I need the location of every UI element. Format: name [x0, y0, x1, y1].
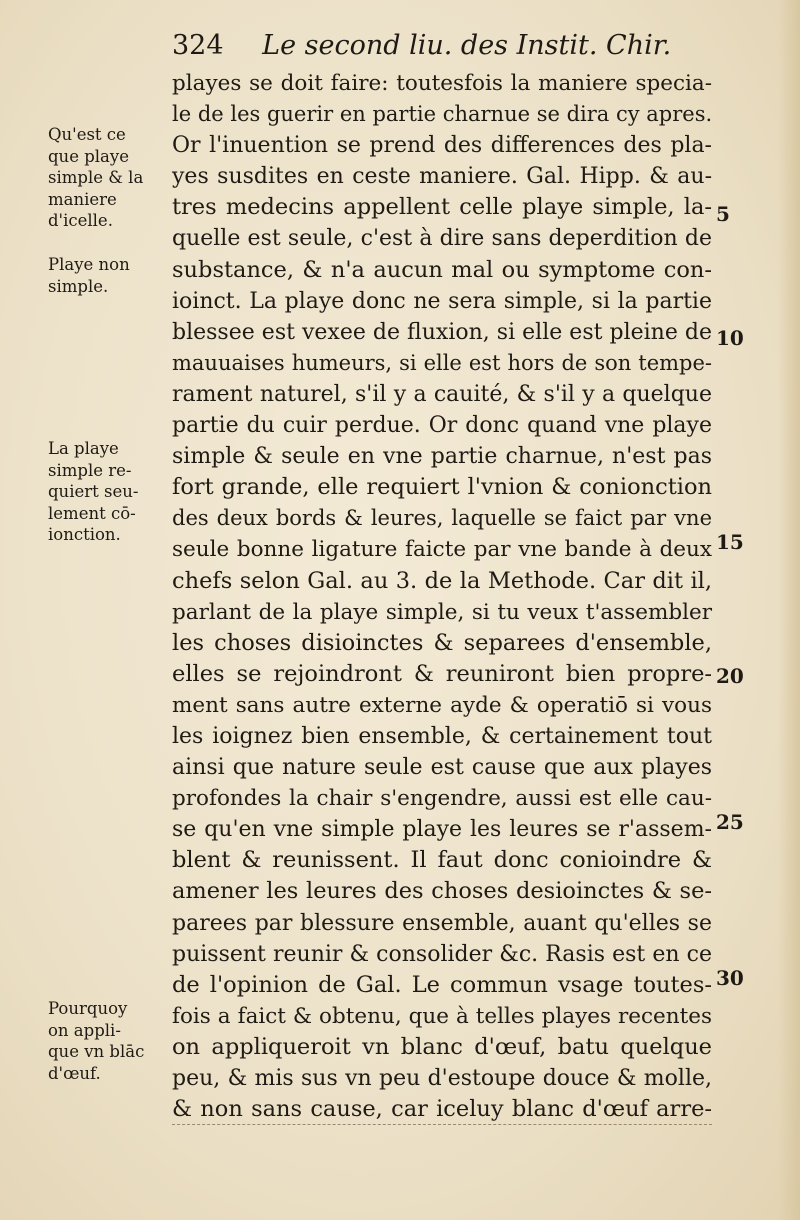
margin-note-line: que vn blāc [48, 1042, 145, 1061]
line-number: 20 [716, 664, 744, 688]
margin-note-union [48, 438, 166, 546]
line-number: 25 [716, 810, 744, 834]
text-line: parees par blessure ensemble, auant qu'elles se [172, 910, 712, 936]
margin-note-line: simple re- [48, 460, 132, 480]
page-edge-shadow [778, 0, 800, 1220]
text-line: les choses disioinctes & separees d'ensemble, [172, 629, 712, 656]
text-line: ment sans autre externe ayde & operatiō si vous [172, 692, 712, 718]
text-line: rament naturel, s'il y a cauité, & s'il y a quelque [172, 381, 712, 407]
text-line: tres medecins appellent celle playe simple, la- [172, 194, 712, 221]
margin-note-line: Pourquoy [48, 999, 128, 1018]
margin-note-line: Playe non [48, 255, 130, 274]
margin-note-egg-white [48, 998, 166, 1084]
margin-note-line: Qu'est ce [48, 125, 126, 144]
margin-note-line: simple & la [48, 168, 144, 187]
line-number: 30 [716, 966, 744, 990]
margin-note-line: on appli- [48, 1020, 121, 1040]
text-line: puissent reunir & consolider &c. Rasis est en ce [172, 941, 712, 967]
text-line: les ioignez bien ensemble, & certainement tout [172, 723, 712, 749]
text-line: blessee est vexee de fluxion, si elle est pleine de [172, 319, 712, 345]
text-line: amener les leures des choses desioinctes & se- [172, 878, 712, 905]
margin-note-simple-wound [48, 124, 166, 232]
text-line: fort grande, elle requiert l'vnion & conionction [172, 474, 712, 501]
text-line: chefs selon Gal. au 3. de la Methode. Car dit il, [172, 567, 712, 594]
body-text [172, 68, 712, 1125]
margin-note-line: simple. [48, 276, 109, 296]
margin-note-line: La playe [48, 439, 119, 458]
text-line: mauuaises humeurs, si elle est hors de son tempe- [172, 350, 712, 375]
text-line: ioinct. La playe donc ne sera simple, si la partie [172, 288, 712, 314]
margin-note-line: d'icelle. [48, 211, 113, 230]
text-line: on appliqueroit vn blanc d'œuf, batu quelque [172, 1033, 712, 1060]
line-number: 10 [716, 326, 744, 350]
margin-note-line: d'œuf. [48, 1063, 101, 1083]
line-number: 15 [716, 530, 744, 554]
text-line: quelle est seule, c'est à dire sans deperdition de [172, 226, 712, 252]
page-number: 324 [172, 30, 224, 61]
text-line: elles se rejoindront & reuniront bien propre- [172, 660, 712, 687]
text-line: seule bonne ligature faicte par vne bande à deux [172, 537, 712, 563]
margin-note-line: ionction. [48, 525, 121, 544]
margin-note-non-simple-wound [48, 254, 166, 297]
margin-note-line: que playe [48, 146, 129, 166]
text-line: fois a faict & obtenu, que à telles playes recentes [172, 1003, 712, 1029]
text-line: des deux bords & leures, laquelle se faict par vne [172, 506, 712, 531]
text-line: de l'opinion de Gal. Le commun vsage toutes- [172, 971, 712, 998]
margin-note-line: lement cō- [48, 503, 136, 523]
margin-note-line: maniere [48, 189, 117, 209]
text-line: ainsi que nature seule est cause que aux playes [172, 755, 712, 781]
text-line: playes se doit faire: toutesfois la maniere specia- [172, 71, 712, 96]
text-line: le de les guerir en partie charnue se dira cy apres. [172, 102, 713, 127]
text-line: & non sans cause, car iceluy blanc d'œuf arre- [172, 1096, 712, 1123]
text-line: profondes la chair s'engendre, aussi est elle cau- [172, 786, 712, 812]
text-line: blent & reunissent. Il faut donc conioindre & [172, 847, 712, 874]
text-line: peu, & mis sus vn peu d'estoupe douce & molle, [172, 1066, 712, 1091]
page-header [172, 30, 672, 66]
text-line: partie du cuir perdue. Or donc quand vne playe [172, 413, 712, 439]
text-line: se qu'en vne simple playe les leures se r'assem- [172, 817, 712, 843]
text-line: parlant de la playe simple, si tu veux t'assembler [172, 599, 712, 625]
text-line: substance, & n'a aucun mal ou symptome con- [172, 256, 712, 283]
text-line: simple & seule en vne partie charnue, n'est pas [172, 444, 712, 470]
running-title: Le second liu. des Instit. Chir. [262, 30, 672, 61]
bottom-rule [172, 1124, 712, 1125]
text-line: Or l'inuention se prend des differences des pla- [172, 133, 712, 159]
line-number: 5 [716, 202, 730, 226]
margin-note-line: quiert seu- [48, 482, 139, 501]
text-line: yes susdites en ceste maniere. Gal. Hipp. & au- [172, 164, 712, 190]
